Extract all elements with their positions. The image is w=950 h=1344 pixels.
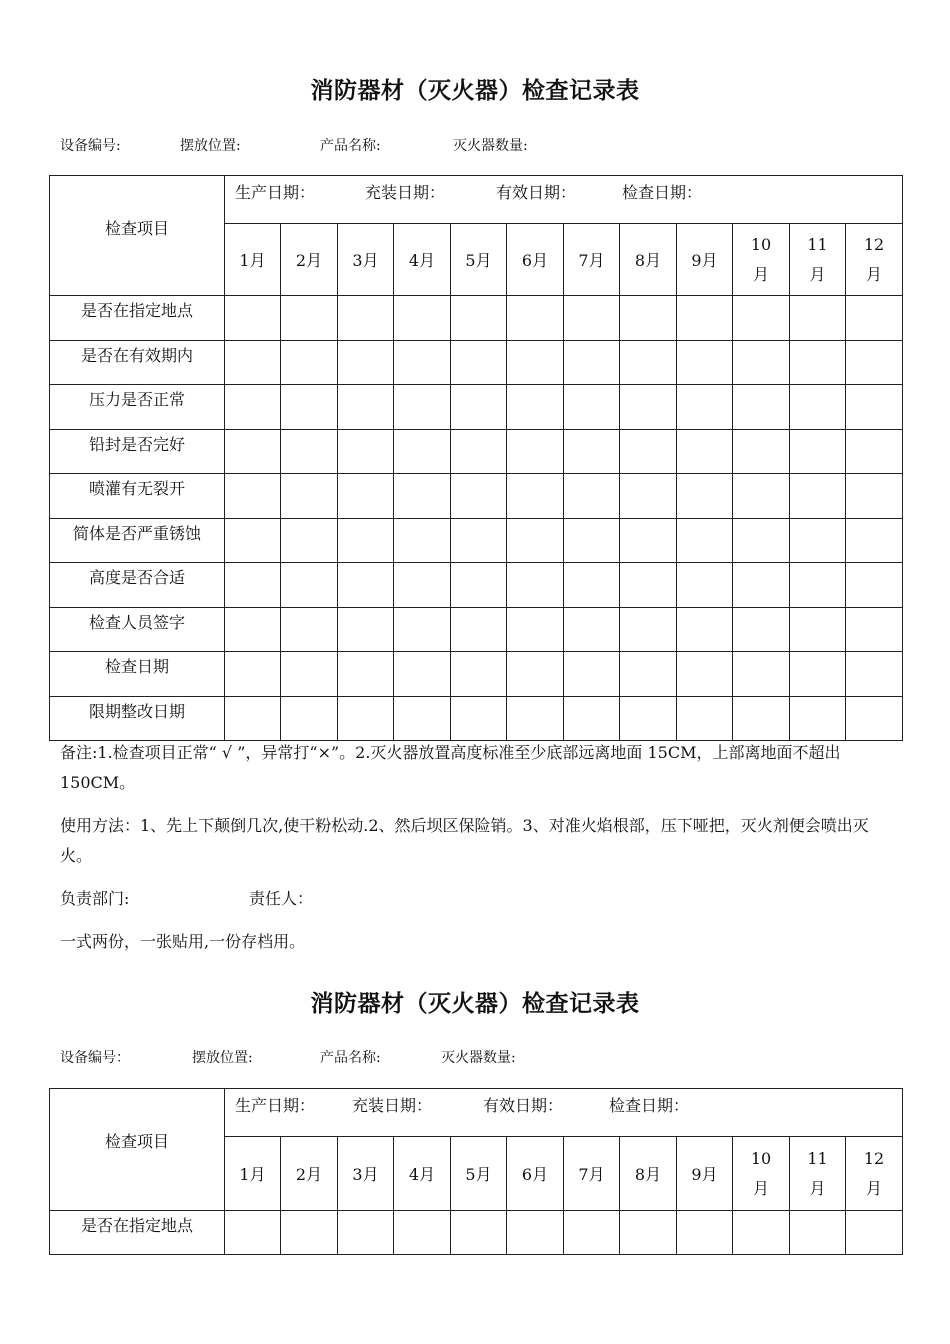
month-check-cell[interactable] xyxy=(846,474,903,519)
month-header: 3月 xyxy=(338,224,394,296)
production-date-label: 生产日期： xyxy=(235,1096,316,1115)
month-check-cell[interactable] xyxy=(846,652,903,697)
month-check-cell[interactable] xyxy=(394,474,451,519)
month-check-cell[interactable] xyxy=(507,1211,564,1255)
month-check-cell[interactable] xyxy=(451,474,507,519)
month-header: 10 月 xyxy=(733,224,790,296)
month-check-cell[interactable] xyxy=(338,474,394,519)
month-check-cell[interactable] xyxy=(394,518,451,563)
month-check-cell[interactable] xyxy=(733,1211,790,1255)
month-check-cell[interactable] xyxy=(394,340,451,385)
dept-label: 负责部门: xyxy=(60,889,130,908)
month-check-cell[interactable] xyxy=(790,385,846,430)
refill-date-label: 充装日期： xyxy=(365,183,446,202)
month-check-cell[interactable] xyxy=(507,607,564,652)
product-label: 产品名称: xyxy=(320,138,381,154)
month-check-cell[interactable] xyxy=(451,429,507,474)
month-check-cell[interactable] xyxy=(564,607,620,652)
month-check-cell[interactable] xyxy=(394,607,451,652)
month-check-cell[interactable] xyxy=(846,429,903,474)
month-check-cell[interactable] xyxy=(394,296,451,341)
month-check-cell[interactable] xyxy=(733,607,790,652)
month-check-cell[interactable] xyxy=(507,340,564,385)
month-header: 9月 xyxy=(677,224,733,296)
month-check-cell[interactable] xyxy=(451,696,507,741)
month-check-cell[interactable] xyxy=(451,1211,507,1255)
month-check-cell[interactable] xyxy=(733,474,790,519)
month-check-cell[interactable] xyxy=(225,385,281,430)
table-row xyxy=(50,652,903,697)
month-check-cell[interactable] xyxy=(620,474,677,519)
product-label: 产品名称: xyxy=(320,1050,381,1066)
check-date-label: 检查日期： xyxy=(622,183,703,202)
location-label: 摆放位置: xyxy=(180,138,241,154)
month-check-cell[interactable] xyxy=(846,340,903,385)
month-check-cell[interactable] xyxy=(225,607,281,652)
month-check-cell[interactable] xyxy=(677,429,733,474)
month-check-cell[interactable] xyxy=(733,518,790,563)
month-check-cell[interactable] xyxy=(225,429,281,474)
dates-cell xyxy=(225,176,903,224)
month-check-cell[interactable] xyxy=(620,563,677,608)
month-check-cell[interactable] xyxy=(507,652,564,697)
month-check-cell[interactable] xyxy=(620,607,677,652)
month-check-cell[interactable] xyxy=(338,696,394,741)
check-item-label: 检查人员签字 xyxy=(50,607,225,652)
month-check-cell[interactable] xyxy=(451,385,507,430)
remark-note: 备注:1.检查项目正常“ √ ”，异常打“×”。2.灭火器放置高度标准至少底部远离地面 15CM，上部离地面不超出 150CM。 xyxy=(60,743,841,792)
table-row xyxy=(50,296,903,341)
month-check-cell[interactable] xyxy=(790,340,846,385)
month-check-cell[interactable] xyxy=(394,696,451,741)
check-item-label: 是否在指定地点 xyxy=(50,296,225,341)
month-header: 1月 xyxy=(225,224,281,296)
month-header: 5月 xyxy=(451,224,507,296)
month-check-cell[interactable] xyxy=(225,652,281,697)
table-body xyxy=(50,296,903,741)
month-check-cell[interactable] xyxy=(507,518,564,563)
month-check-cell[interactable] xyxy=(677,1211,733,1255)
check-item-label: 高度是否合适 xyxy=(50,563,225,608)
person-label: 责任人： xyxy=(249,889,314,908)
month-header: 4月 xyxy=(394,1137,451,1211)
month-check-cell[interactable] xyxy=(790,563,846,608)
valid-date-label: 有效日期： xyxy=(496,183,577,202)
table-row xyxy=(50,696,903,741)
month-check-cell[interactable] xyxy=(507,563,564,608)
month-check-cell[interactable] xyxy=(338,1211,394,1255)
month-check-cell[interactable] xyxy=(790,474,846,519)
month-check-cell[interactable] xyxy=(394,652,451,697)
month-check-cell[interactable] xyxy=(338,385,394,430)
month-check-cell[interactable] xyxy=(677,474,733,519)
month-check-cell[interactable] xyxy=(677,607,733,652)
check-item-label: 限期整改日期 xyxy=(50,696,225,741)
month-check-cell[interactable] xyxy=(451,518,507,563)
month-check-cell[interactable] xyxy=(451,563,507,608)
month-header: 3月 xyxy=(338,1137,394,1211)
check-item-label: 是否在指定地点 xyxy=(50,1211,225,1255)
table-row xyxy=(50,340,903,385)
table-row xyxy=(50,385,903,430)
month-check-cell[interactable] xyxy=(677,563,733,608)
month-check-cell[interactable] xyxy=(338,518,394,563)
month-check-cell[interactable] xyxy=(394,429,451,474)
month-header: 2月 xyxy=(281,224,338,296)
location-label: 摆放位置: xyxy=(192,1050,253,1066)
month-check-cell[interactable] xyxy=(507,474,564,519)
month-check-cell[interactable] xyxy=(225,1211,281,1255)
refill-date-label: 充装日期： xyxy=(352,1096,433,1115)
usage-note: 使用方法：1、先上下颠倒几次,使干粉松动.2、然后坝区保险销。3、对准火焰根部，压下哑把，灭火剂便会喷出灭火。 xyxy=(60,816,869,865)
month-check-cell[interactable] xyxy=(338,607,394,652)
month-check-cell[interactable] xyxy=(507,429,564,474)
month-check-cell[interactable] xyxy=(564,518,620,563)
month-header: 2月 xyxy=(281,1137,338,1211)
check-item-label: 喷灌有无裂开 xyxy=(50,474,225,519)
month-header: 5月 xyxy=(451,1137,507,1211)
month-check-cell[interactable] xyxy=(451,296,507,341)
month-check-cell[interactable] xyxy=(677,652,733,697)
month-header: 7月 xyxy=(564,1137,620,1211)
month-check-cell[interactable] xyxy=(620,1211,677,1255)
month-check-cell[interactable] xyxy=(564,1211,620,1255)
header-item-cell xyxy=(50,1089,225,1211)
month-check-cell[interactable] xyxy=(564,474,620,519)
month-check-cell[interactable] xyxy=(507,696,564,741)
month-check-cell[interactable] xyxy=(281,296,338,341)
month-check-cell[interactable] xyxy=(677,296,733,341)
month-check-cell[interactable] xyxy=(564,652,620,697)
month-check-cell[interactable] xyxy=(846,607,903,652)
check-item-label: 压力是否正常 xyxy=(50,385,225,430)
month-check-cell[interactable] xyxy=(451,340,507,385)
month-check-cell[interactable] xyxy=(338,340,394,385)
month-check-cell[interactable] xyxy=(225,696,281,741)
month-check-cell[interactable] xyxy=(790,296,846,341)
month-check-cell[interactable] xyxy=(846,1211,903,1255)
month-check-cell[interactable] xyxy=(846,518,903,563)
check-item-label: 是否在有效期内 xyxy=(50,340,225,385)
month-check-cell[interactable] xyxy=(507,385,564,430)
form-title: 消防器材（灭火器）检查记录表 xyxy=(310,990,640,1017)
month-header: 11 月 xyxy=(790,1137,846,1211)
month-check-cell[interactable] xyxy=(790,518,846,563)
copies-note: 一式两份，一张贴用,一份存档用。 xyxy=(60,932,306,951)
month-check-cell[interactable] xyxy=(564,385,620,430)
month-header: 9月 xyxy=(677,1137,733,1211)
month-check-cell[interactable] xyxy=(225,563,281,608)
month-check-cell[interactable] xyxy=(790,696,846,741)
header-item: 检查项目 xyxy=(104,219,169,238)
count-label: 灭火器数量: xyxy=(453,138,528,154)
month-check-cell[interactable] xyxy=(620,652,677,697)
month-check-cell[interactable] xyxy=(281,1211,338,1255)
month-check-cell[interactable] xyxy=(451,652,507,697)
table-row xyxy=(50,563,903,608)
inspection-table xyxy=(49,175,903,741)
form-title: 消防器材（灭火器）检查记录表 xyxy=(310,77,640,104)
month-header: 6月 xyxy=(507,224,564,296)
month-check-cell[interactable] xyxy=(394,385,451,430)
month-header: 8月 xyxy=(620,1137,677,1211)
month-check-cell[interactable] xyxy=(677,696,733,741)
month-check-cell[interactable] xyxy=(733,385,790,430)
month-check-cell[interactable] xyxy=(225,518,281,563)
month-check-cell[interactable] xyxy=(846,696,903,741)
month-check-cell[interactable] xyxy=(846,385,903,430)
month-check-cell[interactable] xyxy=(733,429,790,474)
month-check-cell[interactable] xyxy=(225,474,281,519)
month-check-cell[interactable] xyxy=(281,563,338,608)
month-header: 4月 xyxy=(394,224,451,296)
month-check-cell[interactable] xyxy=(451,607,507,652)
month-check-cell[interactable] xyxy=(338,429,394,474)
month-check-cell[interactable] xyxy=(790,429,846,474)
month-check-cell[interactable] xyxy=(790,607,846,652)
month-check-cell[interactable] xyxy=(846,296,903,341)
equip-no-label: 设备编号: xyxy=(60,138,121,154)
count-label: 灭火器数量: xyxy=(441,1050,516,1066)
month-header: 10 月 xyxy=(733,1137,790,1211)
month-check-cell[interactable] xyxy=(564,563,620,608)
month-check-cell[interactable] xyxy=(677,340,733,385)
month-check-cell[interactable] xyxy=(790,1211,846,1255)
month-check-cell[interactable] xyxy=(677,518,733,563)
table-body xyxy=(50,1211,903,1255)
month-header: 6月 xyxy=(507,1137,564,1211)
month-check-cell[interactable] xyxy=(733,696,790,741)
production-date-label: 生产日期： xyxy=(235,183,316,202)
table-row xyxy=(50,474,903,519)
month-check-cell[interactable] xyxy=(225,296,281,341)
month-header: 12 月 xyxy=(846,224,903,296)
month-check-cell[interactable] xyxy=(281,474,338,519)
month-check-cell[interactable] xyxy=(564,340,620,385)
month-header: 11 月 xyxy=(790,224,846,296)
valid-date-label: 有效日期： xyxy=(483,1096,564,1115)
month-check-cell[interactable] xyxy=(564,696,620,741)
month-check-cell[interactable] xyxy=(281,518,338,563)
month-check-cell[interactable] xyxy=(281,696,338,741)
month-check-cell[interactable] xyxy=(733,296,790,341)
month-check-cell[interactable] xyxy=(338,563,394,608)
month-check-cell[interactable] xyxy=(281,429,338,474)
check-item-label: 铅封是否完好 xyxy=(50,429,225,474)
dates-cell xyxy=(225,1089,903,1137)
month-check-cell[interactable] xyxy=(281,652,338,697)
month-header: 12 月 xyxy=(846,1137,903,1211)
month-check-cell[interactable] xyxy=(846,563,903,608)
table-row xyxy=(50,1211,903,1255)
month-check-cell[interactable] xyxy=(281,385,338,430)
month-header: 8月 xyxy=(620,224,677,296)
check-date-label: 检查日期： xyxy=(609,1096,690,1115)
equip-no-label: 设备编号： xyxy=(60,1050,130,1066)
month-check-cell[interactable] xyxy=(620,518,677,563)
month-check-cell[interactable] xyxy=(620,429,677,474)
table-row xyxy=(50,429,903,474)
month-check-cell[interactable] xyxy=(281,607,338,652)
responsibility-row xyxy=(60,884,898,914)
month-check-cell[interactable] xyxy=(620,385,677,430)
month-header: 1月 xyxy=(225,1137,281,1211)
month-check-cell[interactable] xyxy=(733,340,790,385)
month-check-cell[interactable] xyxy=(564,296,620,341)
month-check-cell[interactable] xyxy=(225,340,281,385)
month-check-cell[interactable] xyxy=(564,429,620,474)
check-item-label: 检查日期 xyxy=(50,652,225,697)
table-row xyxy=(50,607,903,652)
month-check-cell[interactable] xyxy=(394,563,451,608)
month-header: 7月 xyxy=(564,224,620,296)
month-check-cell[interactable] xyxy=(620,340,677,385)
month-check-cell[interactable] xyxy=(281,340,338,385)
header-item: 检查项目 xyxy=(104,1132,169,1151)
month-check-cell[interactable] xyxy=(338,652,394,697)
check-item-label: 简体是否严重锈蚀 xyxy=(50,518,225,563)
month-check-cell[interactable] xyxy=(507,296,564,341)
month-check-cell[interactable] xyxy=(733,563,790,608)
table-row xyxy=(50,518,903,563)
month-check-cell[interactable] xyxy=(620,696,677,741)
inspection-table xyxy=(49,1088,903,1255)
month-check-cell[interactable] xyxy=(790,652,846,697)
month-check-cell[interactable] xyxy=(620,296,677,341)
month-check-cell[interactable] xyxy=(394,1211,451,1255)
month-check-cell[interactable] xyxy=(677,385,733,430)
header-item-cell xyxy=(50,176,225,296)
month-check-cell[interactable] xyxy=(338,296,394,341)
month-check-cell[interactable] xyxy=(733,652,790,697)
